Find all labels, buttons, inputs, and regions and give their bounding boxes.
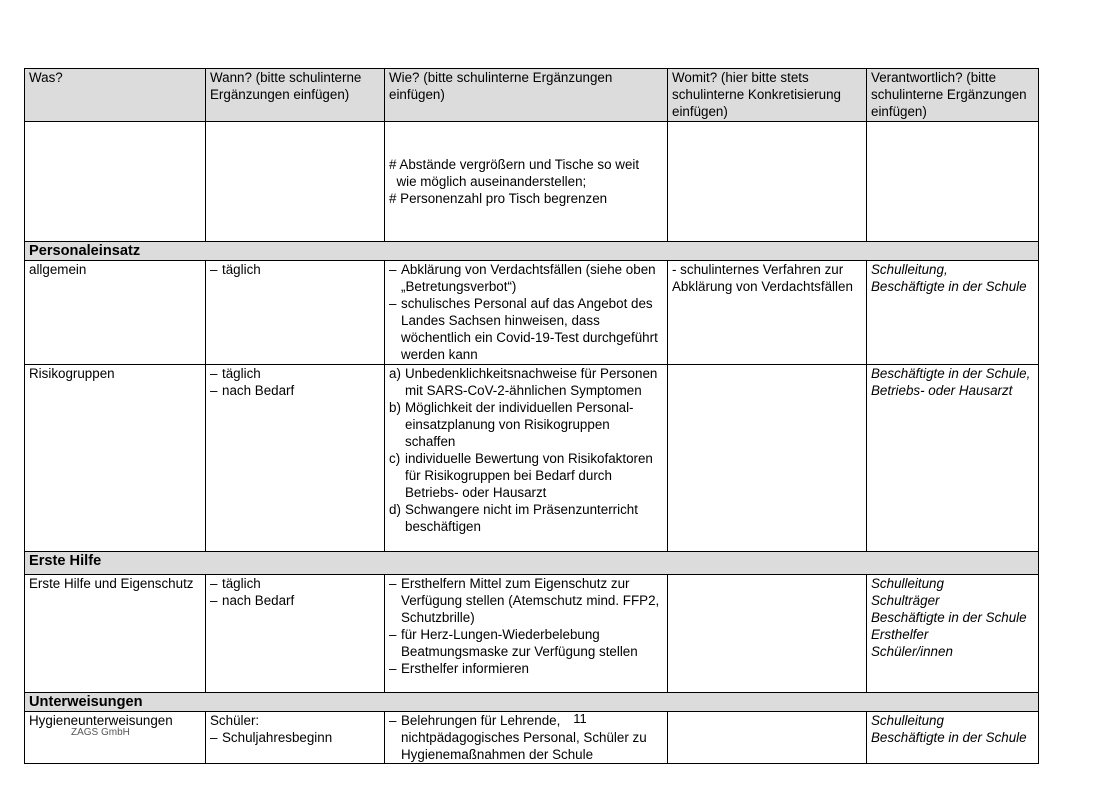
list-item-text: Unbedenklichkeitsnachweise für Personen mit SARS-CoV-2-ähnlichen Symptomen [405, 366, 658, 398]
table-row [25, 365, 1039, 552]
responsible-line: Schulleitung, [871, 262, 948, 277]
cell-verantwortlich [867, 261, 1039, 365]
cell-was [25, 122, 206, 242]
list-item: – nach Bedarf [210, 592, 380, 609]
responsible-line: Beschäftigte in der Schule [871, 610, 1027, 625]
table-row [25, 261, 1039, 365]
cell-was: Hygieneunterweisungen [25, 712, 206, 764]
continuation-line: wie möglich auseinanderstellen; [389, 174, 587, 189]
header-wann: Wann? (bitte schulinterne Ergänzungen einfügen) [206, 69, 385, 122]
list-item: – für Herz-Lungen-Wiederbelebung Beatmungsmaske zur Verfügung stellen [389, 626, 663, 660]
header-womit: Womit? (hier bitte stets schulinterne Konkretisierung einfügen) [668, 69, 867, 122]
cell-was: Risikogruppen [25, 365, 206, 552]
cell-womit [668, 575, 867, 693]
page-number: 11 [573, 711, 587, 726]
cell-wie [385, 122, 668, 242]
cell-wie [385, 365, 668, 552]
cell-wie [385, 261, 668, 365]
cell-was: Erste Hilfe und Eigenschutz [25, 575, 206, 693]
list-marker: a) [389, 366, 401, 381]
list-item-text: Möglichkeit der individuellen Personal-einsatzplanung von Risikogruppen schaffen [405, 400, 634, 449]
list-item: – schulisches Personal auf das Angebot des Landes Sachsen hinweisen, dass wöchentlich ein Covid-19-Test durchgeführt werden kann [389, 295, 663, 363]
company-name: ZAGS GmbH [71, 727, 130, 738]
cell-verantwortlich [867, 575, 1039, 693]
header-wie: Wie? (bitte schulinterne Ergänzungen einfügen) [385, 69, 668, 122]
responsible-line: Ersthelfer [871, 627, 929, 642]
header-was: Was? [25, 69, 206, 122]
section-title-erste-hilfe: Erste Hilfe [25, 552, 1039, 575]
list-item-text: Schwangere nicht im Präsenzunterricht beschäftigen [405, 502, 638, 534]
list-item: – Abklärung von Verdachtsfällen (siehe oben „Betretungsverbot“) [389, 261, 663, 295]
cell-womit [668, 712, 867, 764]
responsible-line: Schulleitung [871, 576, 944, 591]
cell-womit: - schulinternes Verfahren zur Abklärung von Verdachtsfällen [668, 261, 867, 365]
list-item-text: individuelle Bewertung von Risikofaktoren für Risikogruppen bei Bedarf durch Betriebs- oder Hausarzt [405, 451, 653, 500]
list-item [389, 399, 663, 450]
table-row [25, 122, 1039, 242]
table-row [25, 712, 1039, 764]
cell-wann [206, 122, 385, 242]
header-verantwortlich: Verantwortlich? (bitte schulinterne Ergänzungen einfügen) [867, 69, 1039, 122]
responsible-line: Schulleitung [871, 713, 944, 728]
list-item: – täglich [210, 575, 380, 592]
list-item: – Schuljahresbeginn [210, 729, 380, 746]
cell-womit [668, 365, 867, 552]
responsible-line: Schulträger [871, 593, 940, 608]
list-item: – Ersthelfern Mittel zum Eigenschutz zur Verfügung stellen (Atemschutz mind. FFP2, Schutzbrille) [389, 575, 663, 626]
cell-womit [668, 122, 867, 242]
table-row [25, 575, 1039, 693]
list-marker: c) [389, 451, 401, 466]
section-title-personaleinsatz: Personaleinsatz [25, 242, 1039, 261]
cell-wie [385, 575, 668, 693]
cell-verantwortlich [867, 122, 1039, 242]
section-row [25, 242, 1039, 261]
section-row [25, 693, 1039, 712]
continuation-line: # Abstände vergrößern und Tische so weit [389, 157, 640, 172]
responsible-line: Schüler/innen [871, 644, 953, 659]
responsible-line: Beschäftigte in der Schule, [871, 366, 1031, 381]
list-item: – Belehrungen für Lehrende, nichtpädagogisches Personal, Schüler zu Hygienemaßnahmen der Schule [389, 712, 663, 763]
responsible-line: Betriebs- oder Hausarzt [871, 383, 1013, 398]
responsible-line: Beschäftigte in der Schule [871, 279, 1027, 294]
cell-wann [206, 365, 385, 552]
list-marker: d) [389, 502, 401, 517]
list-item: – täglich [210, 365, 380, 382]
table-header-row [25, 69, 1039, 122]
cell-wann [206, 712, 385, 764]
cell-wie [385, 712, 668, 764]
list-item: – Ersthelfer informieren [389, 660, 663, 677]
list-item [389, 501, 663, 535]
list-item [389, 365, 663, 399]
cell-verantwortlich [867, 365, 1039, 552]
cell-wann [206, 575, 385, 693]
section-title-unterweisungen: Unterweisungen [25, 693, 1039, 712]
list-item: – täglich [210, 261, 380, 278]
cell-wann [206, 261, 385, 365]
cell-was: allgemein [25, 261, 206, 365]
continuation-line: # Personenzahl pro Tisch begrenzen [389, 191, 608, 206]
list-item [389, 450, 663, 501]
hygiene-plan-table [24, 68, 1039, 764]
cell-verantwortlich [867, 712, 1039, 764]
wann-label: Schüler: [210, 713, 260, 728]
section-row [25, 552, 1039, 575]
list-item: – nach Bedarf [210, 382, 380, 399]
list-marker: b) [389, 400, 401, 415]
responsible-line: Beschäftigte in der Schule [871, 730, 1027, 745]
